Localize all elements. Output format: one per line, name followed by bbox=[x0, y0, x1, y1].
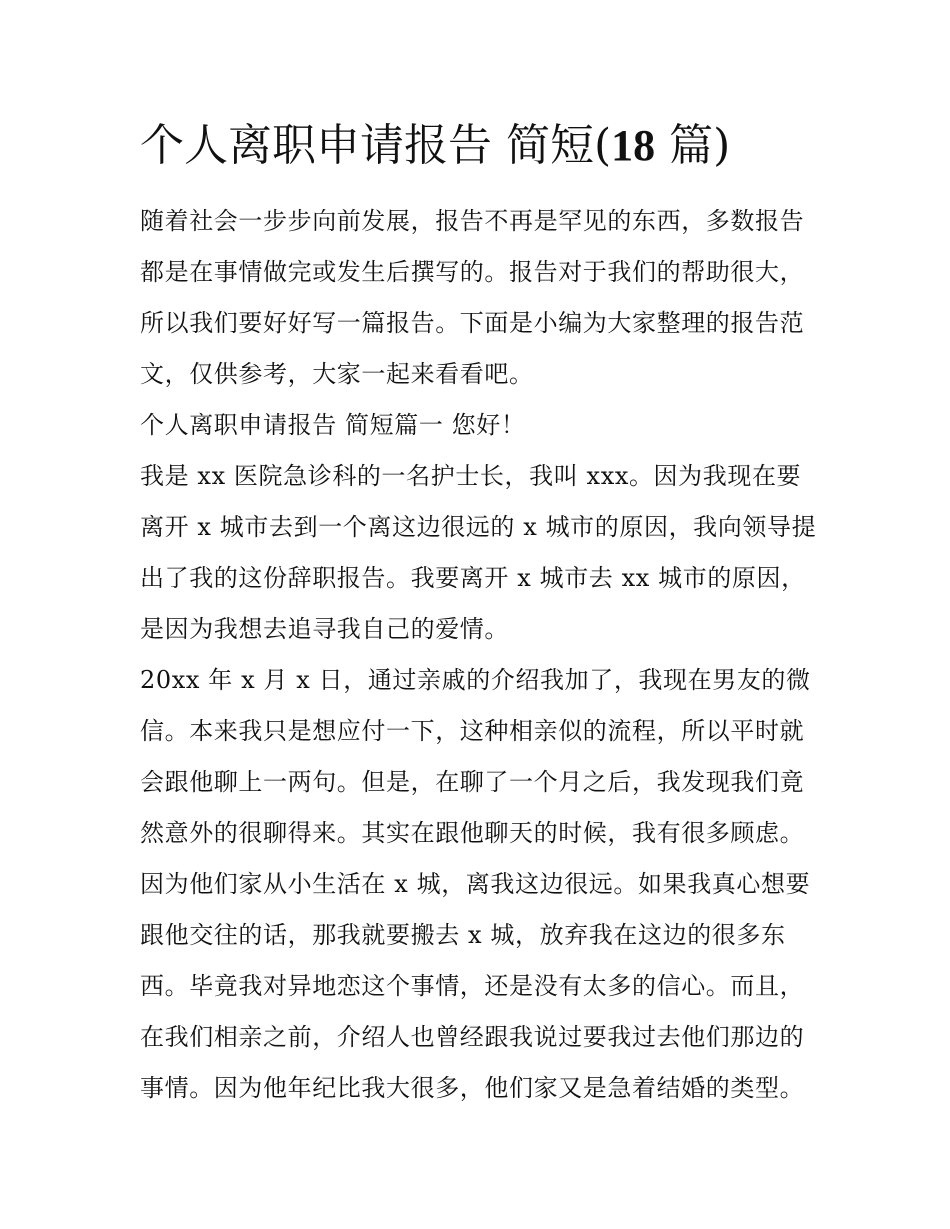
document-title bbox=[140, 112, 840, 180]
paragraph-line: 20xx 年 x 月 x 日，通过亲戚的介绍我加了，我现在男友的微 bbox=[140, 666, 811, 694]
paragraph-line: 个人离职申请报告 简短篇一 您好！ bbox=[140, 411, 526, 439]
paragraph-line: 是因为我想去追寻我自己的爱情。 bbox=[140, 615, 509, 643]
paragraph-line: 信。本来我只是想应付一下，这种相亲似的流程，所以平时就 bbox=[140, 717, 805, 745]
paragraph-line: 随着社会一步步向前发展，报告不再是罕见的东西，多数报告 bbox=[140, 207, 805, 235]
paragraph-line: 文，仅供参考，大家一起来看看吧。 bbox=[140, 360, 534, 388]
paragraph-line: 我是 xx 医院急诊科的一名护士长，我叫 xxx。因为我现在要 bbox=[140, 462, 802, 490]
paragraph-line: 事情。因为他年纪比我大很多，他们家又是急着结婚的类型。 bbox=[140, 1074, 805, 1102]
paragraph-line: 然意外的很聊得来。其实在跟他聊天的时候，我有很多顾虑。 bbox=[140, 819, 805, 847]
paragraph-line: 因为他们家从小生活在 x 城，离我这边很远。如果我真心想要 bbox=[140, 870, 811, 898]
paragraph-line: 出了我的这份辞职报告。我要离开 x 城市去 xx 城市的原因， bbox=[140, 564, 806, 592]
paragraph-line: 所以我们要好好写一篇报告。下面是小编为大家整理的报告范 bbox=[140, 309, 805, 337]
paragraph-line: 西。毕竟我对异地恋这个事情，还是没有太多的信心。而且， bbox=[140, 972, 805, 1000]
paragraph-line: 离开 x 城市去到一个离这边很远的 x 城市的原因，我向领导提 bbox=[140, 513, 817, 541]
paragraph-line: 都是在事情做完或发生后撰写的。报告对于我们的帮助很大， bbox=[140, 258, 805, 286]
title-end: 篇) bbox=[655, 120, 731, 171]
title-main: 个人离职申请报告 简短( bbox=[140, 120, 612, 171]
paragraph-line: 会跟他聊上一两句。但是，在聊了一个月之后，我发现我们竟 bbox=[140, 768, 805, 796]
paragraph-line: 跟他交往的话，那我就要搬去 x 城，放弃我在这边的很多东 bbox=[140, 921, 786, 949]
title-number: 18 bbox=[611, 121, 656, 170]
paragraph-line: 在我们相亲之前，介绍人也曾经跟我说过要我过去他们那边的 bbox=[140, 1023, 805, 1051]
